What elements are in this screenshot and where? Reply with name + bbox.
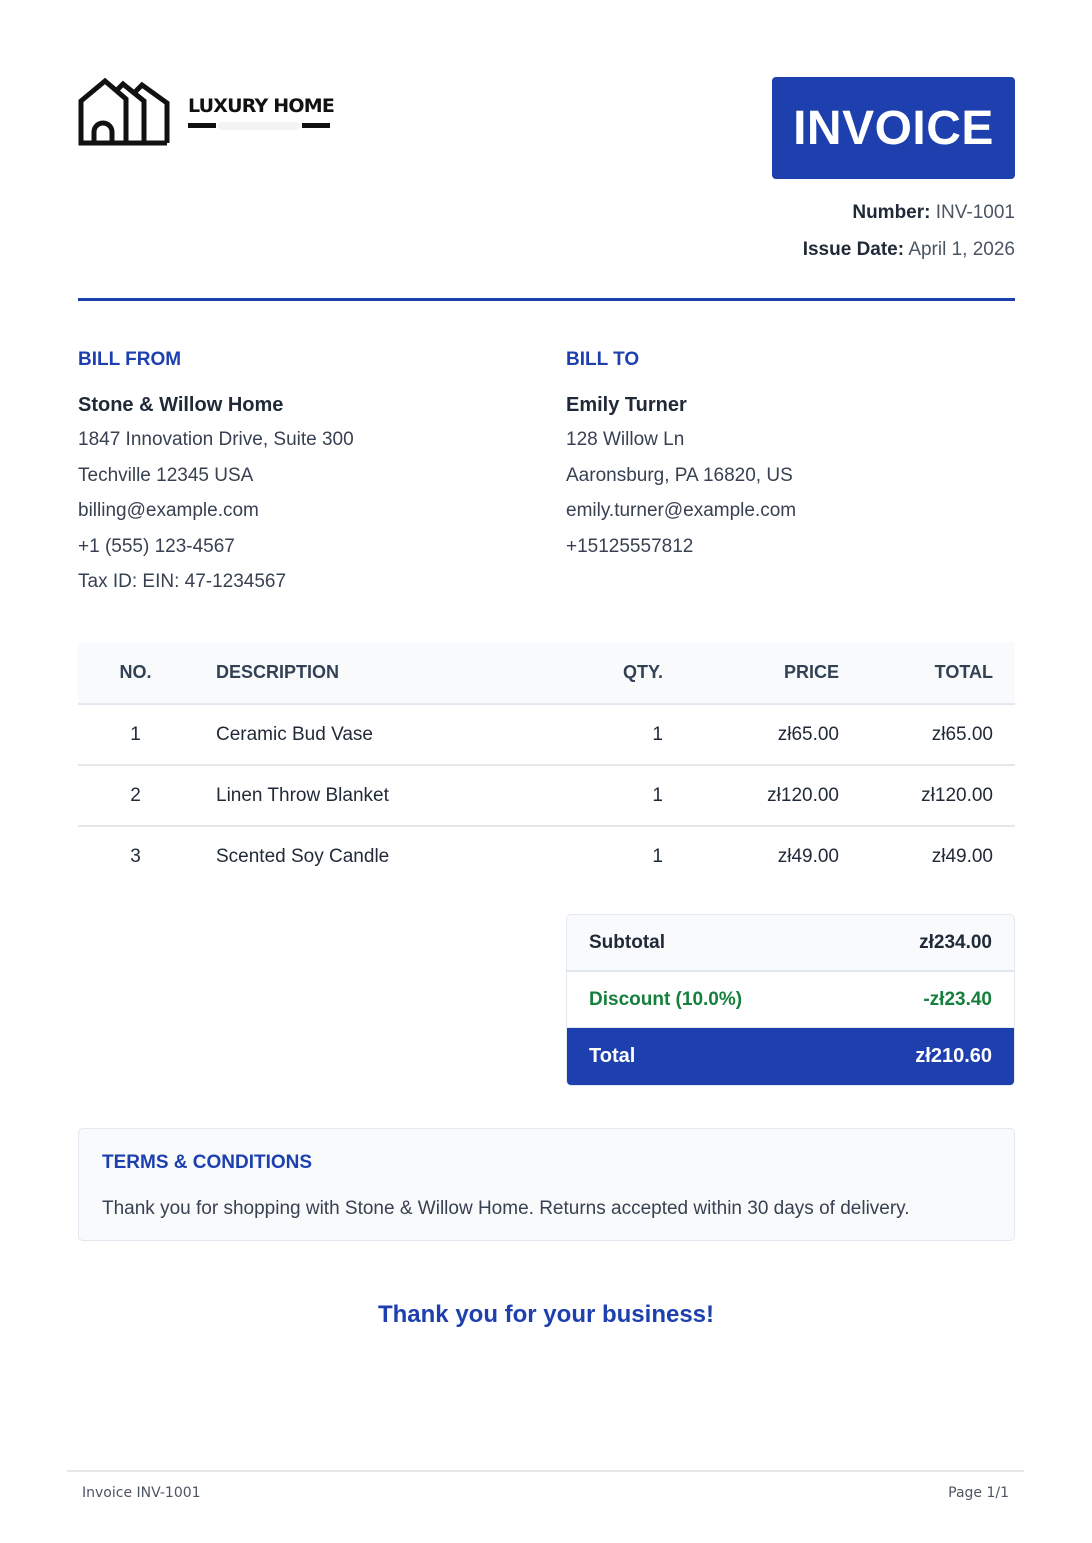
bill-to-section <box>566 348 986 564</box>
terms-box <box>78 1128 1015 1241</box>
item-qty: 1 <box>652 846 663 867</box>
item-total: zł49.00 <box>931 846 993 867</box>
bill-from-email: billing@example.com <box>78 500 259 521</box>
thank-you-message: Thank you for your business! <box>377 1301 715 1328</box>
subtotal-row <box>567 915 1014 972</box>
bill-from-phone: +1 (555) 123-4567 <box>78 535 235 557</box>
bill-from-address: 1847 Innovation Drive, Suite 300 <box>78 429 354 450</box>
subtotal-value: zł234.00 <box>919 931 992 953</box>
item-price: zł120.00 <box>663 765 839 826</box>
item-description: Linen Throw Blanket <box>193 765 543 826</box>
line-items-table <box>78 642 1015 887</box>
bill-to-phone: +15125557812 <box>566 535 694 557</box>
bill-from-tax-id: Tax ID: EIN: 47-1234567 <box>78 571 287 592</box>
logo-underline <box>188 122 334 130</box>
invoice-number-value: INV-1001 <box>935 202 1015 223</box>
item-description: Scented Soy Candle <box>216 846 390 867</box>
col-description: DESCRIPTION <box>193 642 543 704</box>
issue-date-value: April 1, 2026 <box>908 239 1015 260</box>
table-row <box>78 765 1015 826</box>
subtotal-label: Subtotal <box>589 931 665 953</box>
col-qty: QTY. <box>543 642 663 704</box>
item-description: Ceramic Bud Vase <box>193 704 543 765</box>
bill-to-email: emily.turner@example.com <box>566 500 797 521</box>
bill-from-name: Stone & Willow Home <box>78 394 284 416</box>
item-price: zł49.00 <box>777 846 839 867</box>
total-value: zł210.60 <box>915 1045 992 1067</box>
item-no: 2 <box>78 765 193 826</box>
invoice-number <box>852 202 1015 224</box>
brand-name: LUXURY HOME <box>188 94 335 117</box>
item-qty: 1 <box>543 765 663 826</box>
col-total: TOTAL <box>839 642 1015 704</box>
table-row <box>78 826 1015 887</box>
issue-date <box>803 239 1015 261</box>
discount-value: -zł23.40 <box>923 988 992 1010</box>
issue-date-label: Issue Date: <box>802 239 905 260</box>
invoice-title-badge <box>772 77 1015 179</box>
table-header-row <box>78 642 1015 704</box>
item-no: 1 <box>78 704 193 765</box>
bill-to-name: Emily Turner <box>566 394 687 416</box>
invoice-title: INVOICE <box>793 101 994 155</box>
table-row <box>78 704 1015 765</box>
header-divider <box>78 298 1015 301</box>
footer-divider <box>67 1470 1024 1472</box>
col-no: NO. <box>78 642 193 704</box>
terms-heading: TERMS & CONDITIONS <box>102 1152 313 1173</box>
bill-from-heading: BILL FROM <box>78 349 182 370</box>
bill-from-city: Techville 12345 USA <box>78 464 254 486</box>
discount-row <box>567 972 1014 1028</box>
bill-to-address: 128 Willow Ln <box>566 429 685 450</box>
terms-text: Thank you for shopping with Stone & Willow Home. Returns accepted within 30 days of delivery. <box>102 1198 910 1219</box>
bill-from-section <box>78 348 498 600</box>
col-price: PRICE <box>663 642 839 704</box>
footer-invoice-ref: Invoice INV-1001 <box>82 1485 201 1501</box>
bill-to-heading: BILL TO <box>566 349 640 370</box>
brand-logo <box>78 77 334 147</box>
item-total: zł65.00 <box>839 704 1015 765</box>
item-qty: 1 <box>543 704 663 765</box>
item-total: zł120.00 <box>839 765 1015 826</box>
discount-label: Discount (10.0%) <box>589 988 743 1010</box>
bill-to-city: Aaronsburg, PA 16820, US <box>566 464 793 486</box>
item-price: zł65.00 <box>663 704 839 765</box>
total-label: Total <box>589 1045 636 1067</box>
houses-icon <box>78 77 172 147</box>
totals-summary <box>566 914 1015 1086</box>
invoice-number-label: Number: <box>852 202 931 223</box>
total-row <box>567 1028 1014 1085</box>
item-no: 3 <box>130 846 141 867</box>
footer-page-number: Page 1/1 <box>948 1485 1009 1501</box>
